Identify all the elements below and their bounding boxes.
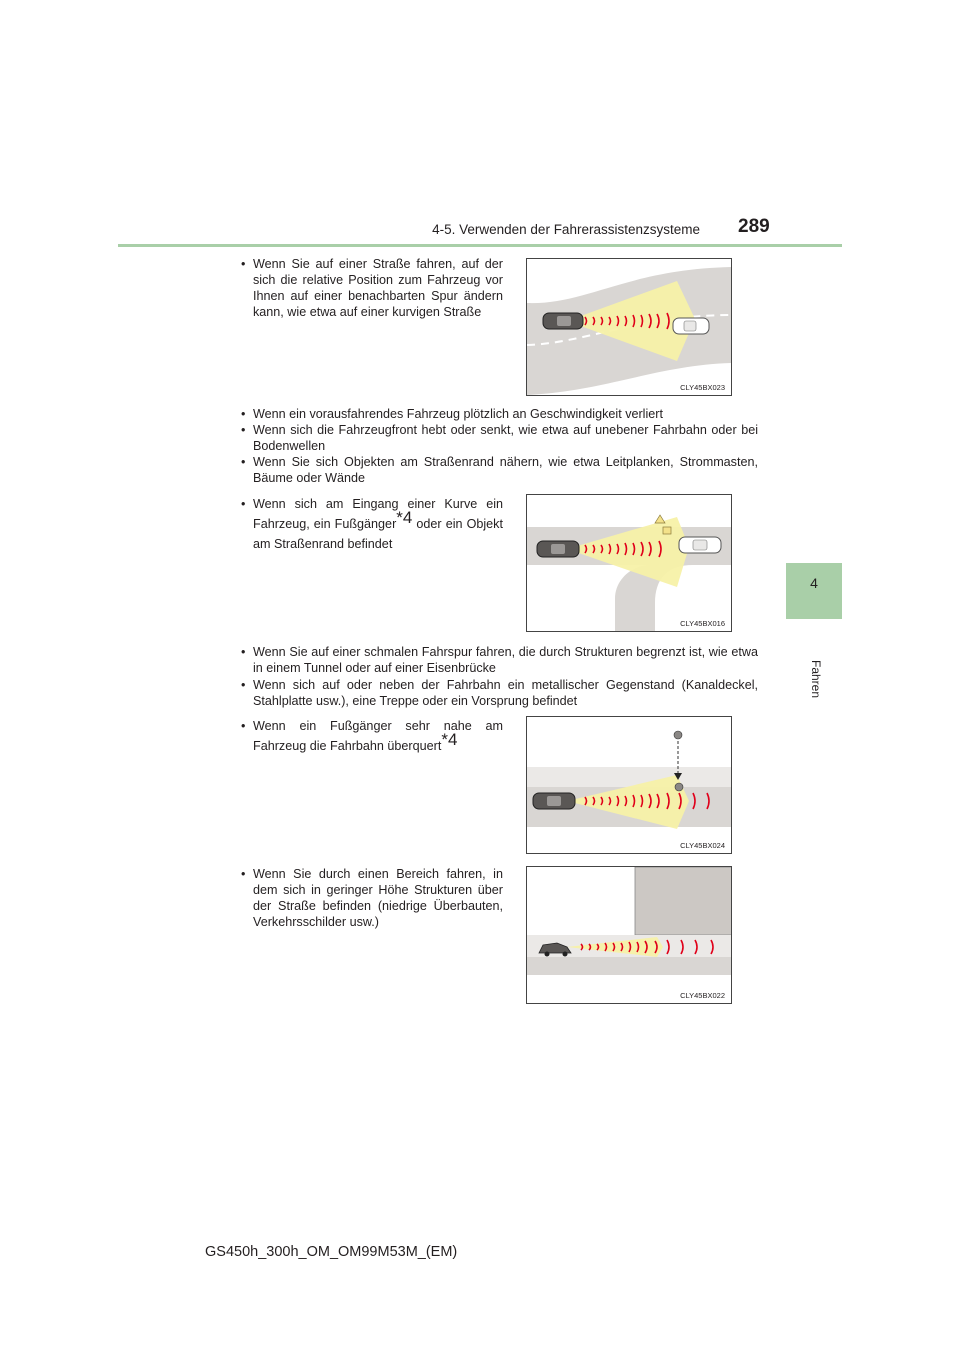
bullet-text: Wenn ein Fußgänger sehr nahe am Fahrzeug die Fahrbahn überquert bbox=[253, 719, 503, 753]
figure-code: CLY45BX023 bbox=[680, 383, 725, 392]
bullet-low-structures: • Wenn Sie durch einen Bereich fahren, in dem sich in geringer Höhe Strukturen über der Straße befinden (niedrige Überbauten, Verkehrsschilder usw.) bbox=[241, 866, 503, 930]
section-title: 4-5. Verwenden der Fahrerassistenzsysteme bbox=[432, 222, 700, 237]
bullet-roadside-objects: • Wenn Sie sich Objekten am Straßenrand nähern, wie etwa Leitplanken, Strommasten, Bäume oder Wände bbox=[241, 454, 758, 486]
bullet-curvy-road: • Wenn Sie auf einer Straße fahren, auf der sich die relative Position zum Fahrzeug vor Ihnen auf einer benachbarten Spur ändern kann, wie etwa auf einer kurvigen Straße bbox=[241, 256, 503, 320]
chapter-number: 4 bbox=[810, 575, 818, 591]
footer-model-code: GS450h_300h_OM_OM99M53M_(EM) bbox=[205, 1244, 458, 1260]
figure-pedestrian-crossing bbox=[526, 716, 732, 854]
bullet-metal-object: • Wenn sich auf oder neben der Fahrbahn ein metallischer Gegenstand (Kanaldeckel, Stahlplatte usw.), eine Treppe oder ein Vorsprung befindet bbox=[241, 677, 758, 709]
bullet-narrow-lane: • Wenn Sie auf einer schmalen Fahrspur fahren, die durch Strukturen begrenzt ist, wie etwa in einem Tunnel oder auf einer Eisenbrücke bbox=[241, 644, 758, 676]
curvy-road-illustration bbox=[527, 259, 732, 396]
pedestrian-crossing-illustration bbox=[527, 717, 732, 854]
bullet-curve-entrance bbox=[241, 494, 503, 554]
curve-entrance-illustration bbox=[527, 495, 732, 632]
bullet-vehicle-slows: • Wenn ein vorausfahrendes Fahrzeug plötzlich an Geschwindigkeit verliert bbox=[241, 406, 758, 422]
bullet-text-cont: oder ein Objekt am Straßenrand befindet bbox=[253, 517, 503, 551]
figure-curve-entrance bbox=[526, 494, 732, 632]
low-structures-illustration bbox=[527, 867, 732, 1004]
figure-low-structures bbox=[526, 866, 732, 1004]
chapter-label: Fahren bbox=[809, 659, 823, 699]
figure-code: CLY45BX016 bbox=[680, 619, 725, 628]
bullet-text: Wenn sich am Eingang einer Kurve ein Fahrzeug, ein Fußgänger bbox=[253, 497, 503, 531]
page-number: 289 bbox=[738, 216, 770, 237]
figure-code: CLY45BX022 bbox=[680, 991, 725, 1000]
footnote-marker: *4 bbox=[441, 730, 458, 749]
bullet-front-rises: • Wenn sich die Fahrzeugfront hebt oder senkt, wie etwa auf unebener Fahrbahn oder bei Bodenwellen bbox=[241, 422, 758, 454]
bullet-pedestrian-crossing bbox=[241, 716, 503, 756]
chapter-tab bbox=[786, 563, 842, 619]
header-divider bbox=[118, 244, 842, 247]
figure-code: CLY45BX024 bbox=[680, 841, 725, 850]
figure-curvy-road bbox=[526, 258, 732, 396]
footnote-marker: *4 bbox=[396, 508, 413, 527]
